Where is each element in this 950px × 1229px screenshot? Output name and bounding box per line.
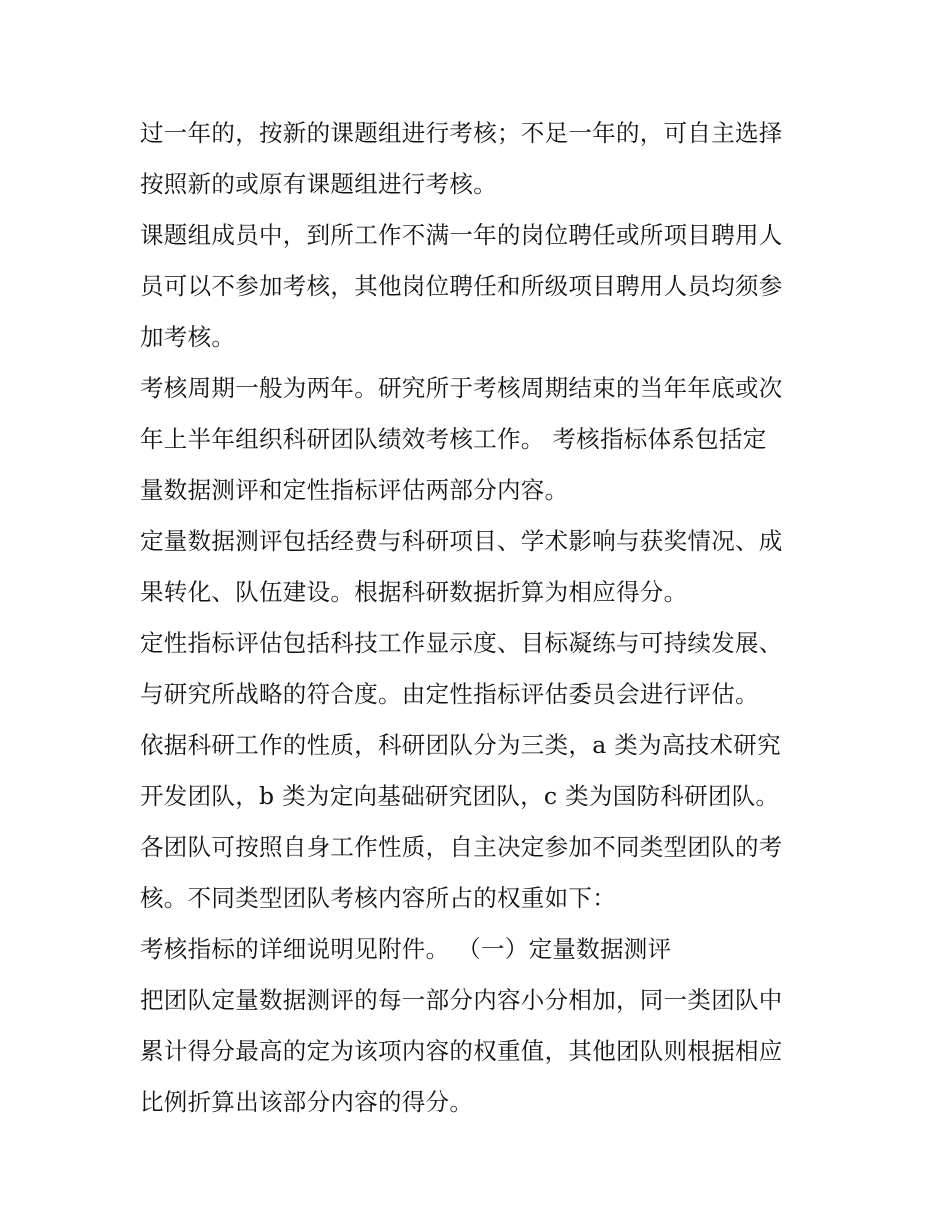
text-line: 开发团队，b 类为定向基础研究团队，c 类为国防科研团队。: [140, 782, 780, 810]
document-body: [140, 108, 820, 1128]
text-line: 考核指标的详细说明见附件。 （一）定量数据测评: [140, 935, 672, 963]
text-line: 把团队定量数据测评的每一部分内容小分相加，同一类团队中: [140, 986, 783, 1014]
text-line: 定量数据测评包括经费与科研项目、学术影响与获奖情况、成: [140, 527, 783, 555]
text-line: 员可以不参加考核，其他岗位聘任和所级项目聘用人员均须参: [140, 272, 783, 300]
text-line: 量数据测评和定性指标评估两部分内容。: [140, 476, 569, 504]
text-line: 过一年的，按新的课题组进行考核；不足一年的，可自主选择: [140, 119, 783, 147]
text-line: 年上半年组织科研团队绩效考核工作。 考核指标体系包括定: [140, 425, 767, 453]
text-line: 比例折算出该部分内容的得分。: [140, 1088, 474, 1116]
text-line: 按照新的或原有课题组进行考核。: [140, 170, 497, 198]
text-line: 考核周期一般为两年。研究所于考核周期结束的当年年底或次: [140, 374, 783, 402]
text-line: 与研究所战略的符合度。由定性指标评估委员会进行评估。: [140, 680, 759, 708]
text-line: 依据科研工作的性质，科研团队分为三类，a 类为高技术研究: [140, 731, 781, 759]
text-line: 各团队可按照自身工作性质，自主决定参加不同类型团队的考: [140, 833, 783, 861]
text-line: 果转化、队伍建设。根据科研数据折算为相应得分。: [140, 578, 688, 606]
text-line: 核。不同类型团队考核内容所占的权重如下：: [140, 884, 616, 912]
text-line: 累计得分最高的定为该项内容的权重值，其他团队则根据相应: [140, 1037, 783, 1065]
text-line: 定性指标评估包括科技工作显示度、目标凝练与可持续发展、: [140, 629, 783, 657]
text-line: 课题组成员中，到所工作不满一年的岗位聘任或所项目聘用人: [140, 221, 783, 249]
text-line: 加考核。: [140, 323, 236, 351]
